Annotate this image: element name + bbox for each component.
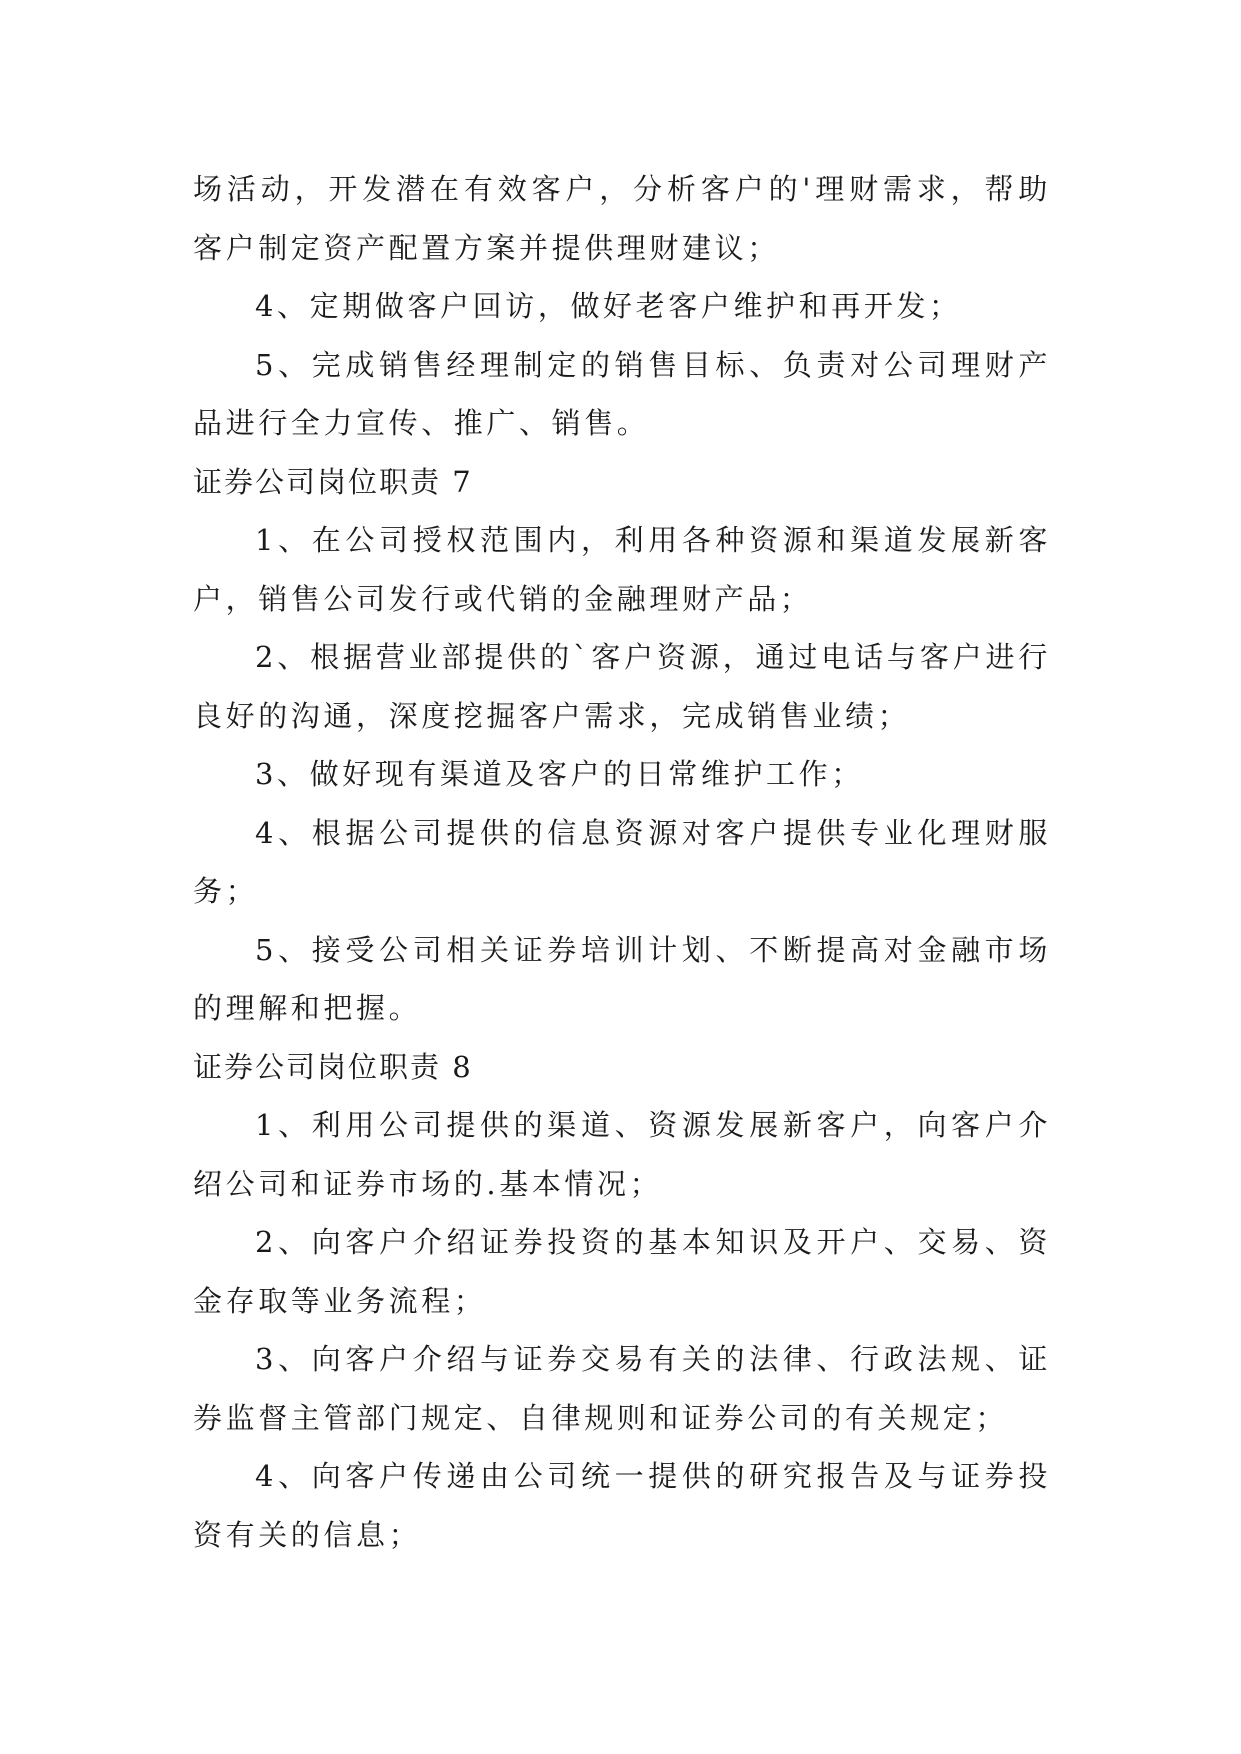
list-item-5-training: 5、接受公司相关证券培训计划、不断提高对金融市场的理解和把握。 — [193, 932, 1051, 1025]
document-page — [193, 160, 1051, 1564]
list-item-2-phone-communication: 2、根据营业部提供的`客户资源，通过电话与客户进行良好的沟通，深度挖掘客户需求，完成销售业绩； — [193, 640, 1051, 733]
list-item-3-maintenance: 3、做好现有渠道及客户的日常维护工作； — [255, 757, 864, 791]
list-item-2-investment-basics: 2、向客户介绍证券投资的基本知识及开户、交易、资金存取等业务流程； — [193, 1225, 1051, 1318]
list-item-1-introduce-company: 1、利用公司提供的渠道、资源发展新客户，向客户介绍公司和证券市场的.基本情况； — [193, 1108, 1051, 1201]
section-heading-8: 证券公司岗位职责 8 — [193, 1049, 473, 1084]
list-item-4-customer-visits: 4、定期做客户回访，做好老客户维护和再开发； — [255, 289, 962, 323]
section-heading-7: 证券公司岗位职责 7 — [193, 464, 473, 499]
list-item-4-professional-service: 4、根据公司提供的信息资源对客户提供专业化理财服务； — [193, 815, 1051, 908]
paragraph-continuation: 场活动，开发潜在有效客户，分析客户的'理财需求，帮助客户制定资产配置方案并提供理财建议； — [193, 172, 1051, 265]
list-item-3-regulations: 3、向客户介绍与证券交易有关的法律、行政法规、证券监督主管部门规定、自律规则和证券公司的有关规定； — [193, 1342, 1051, 1435]
list-item-1-develop-customers: 1、在公司授权范围内，利用各种资源和渠道发展新客户，销售公司发行或代销的金融理财产品； — [193, 523, 1051, 616]
list-item-4-research-reports: 4、向客户传递由公司统一提供的研究报告及与证券投资有关的信息； — [193, 1459, 1051, 1552]
list-item-5-sales-targets: 5、完成销售经理制定的销售目标、负责对公司理财产品进行全力宣传、推广、销售。 — [193, 347, 1051, 440]
